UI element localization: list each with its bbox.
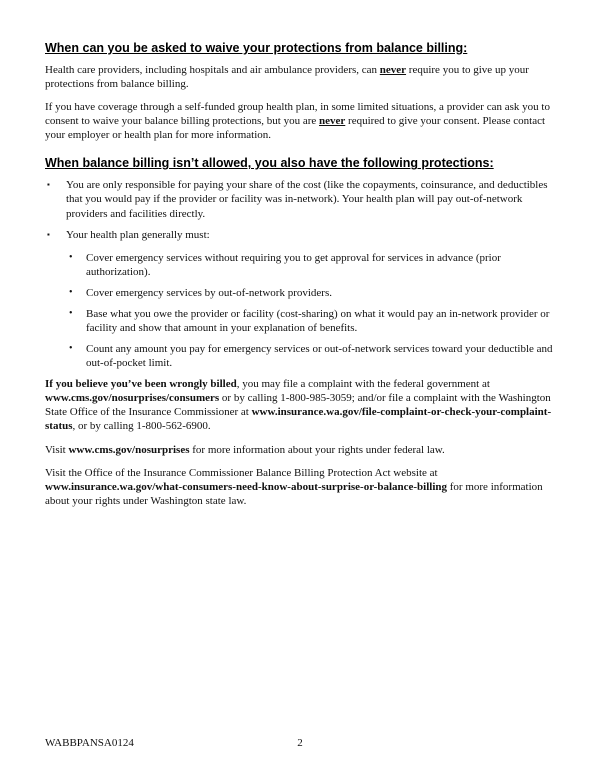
paragraph-providers-never xyxy=(45,63,555,91)
list-item-prior-authorization xyxy=(45,251,555,279)
paragraph-wrongly-billed xyxy=(45,377,555,433)
list-item-text: Base what you owe the provider or facility (cost-sharing) on what it would pay an in-network provider or facility and show that amount in your explanation of benefits. xyxy=(86,307,550,335)
page-footer xyxy=(45,736,555,752)
list-item-text: Cover emergency services by out-of-network providers. xyxy=(86,286,332,299)
text-segment: , or by calling 1-800-562-6900. xyxy=(72,420,211,433)
list-item-text: Count any amount you pay for emergency services or out-of-network services toward your deductible and out-of-pocket limit. xyxy=(86,343,553,370)
text-segment: required to give your consent. Please contact your employer or health plan for more information. xyxy=(45,115,546,142)
text-segment: require you to give up your protections from balance billing. xyxy=(45,64,529,91)
text-segment: Health care providers, including hospitals and air ambulance providers, can xyxy=(45,64,380,76)
list-item-text: Your health plan generally must: xyxy=(66,228,210,241)
list-item-text: You are only responsible for paying your share of the cost (like the copayments, coinsurance, and deductibles that you would pay if the provider or facility was in-network). Your health plan will pay out-of-network providers and facilities directly. xyxy=(66,179,548,220)
document-code: WABBPANSA0124 xyxy=(45,737,134,749)
list-item-cost-sharing-basis xyxy=(45,307,555,335)
text-segment: for more information about your rights under federal law. xyxy=(189,443,445,456)
paragraph-self-funded-plan xyxy=(45,100,555,142)
round-bullet-icon: • xyxy=(69,286,73,298)
page-number: 2 xyxy=(297,737,303,749)
heading-other-protections: When balance billing isn’t allowed, you also have the following protections: xyxy=(45,156,494,171)
text-segment: for more information about your rights under Washington state law. xyxy=(45,480,543,507)
text-segment: If you have coverage through a self-funded group health plan, in some limited situations, a provider can ask you to consent to waive your balance billing protections, but you are xyxy=(45,101,550,128)
paragraph-federal-rights xyxy=(45,443,555,457)
protections-bullet-list xyxy=(45,178,555,370)
list-item-cost-share xyxy=(45,178,555,220)
emphasis-never-1: never xyxy=(379,64,407,76)
heading-waive-protections: When can you be asked to waive your protections from balance billing: xyxy=(45,41,468,55)
plan-requirements-sublist xyxy=(45,251,555,371)
text-segment: or by calling 1-800-985-3059; and/or file a complaint with the Washington State Office of the Insurance Commissioner at xyxy=(45,392,551,419)
round-bullet-icon: • xyxy=(69,251,73,263)
square-bullet-icon: ▪ xyxy=(47,180,50,190)
square-bullet-icon: ▪ xyxy=(47,229,50,239)
text-segment: , you may file a complaint with the federal government at xyxy=(236,378,490,391)
url-cms-nosurprises: www.cms.gov/nosurprises xyxy=(68,443,190,456)
url-wa-balance-billing: www.insurance.wa.gov/what-consumers-need-know-about-surprise-or-balance-billing xyxy=(45,480,448,493)
list-item-text: Cover emergency services without requiring you to get approval for services in advance (prior authorization). xyxy=(86,251,501,278)
url-cms-nosurprises-consumers: www.cms.gov/nosurprises/consumers xyxy=(45,392,220,405)
emphasis-never-2: never xyxy=(319,115,346,128)
paragraph-state-rights xyxy=(45,466,555,508)
round-bullet-icon: • xyxy=(69,307,73,319)
list-item-oon-emergency xyxy=(45,286,555,300)
url-wa-file-complaint: www.insurance.wa.gov/file-complaint-or-check-your-complaint-status xyxy=(45,406,552,433)
text-segment: Visit xyxy=(45,443,69,456)
text-segment: Visit the Office of the Insurance Commissioner Balance Billing Protection Act website at xyxy=(45,466,438,479)
round-bullet-icon: • xyxy=(69,343,73,355)
list-item-deductible-count xyxy=(45,342,555,370)
emphasis-wrongly-billed: If you believe you’ve been wrongly billed xyxy=(45,378,237,391)
list-item-plan-must xyxy=(45,228,555,242)
